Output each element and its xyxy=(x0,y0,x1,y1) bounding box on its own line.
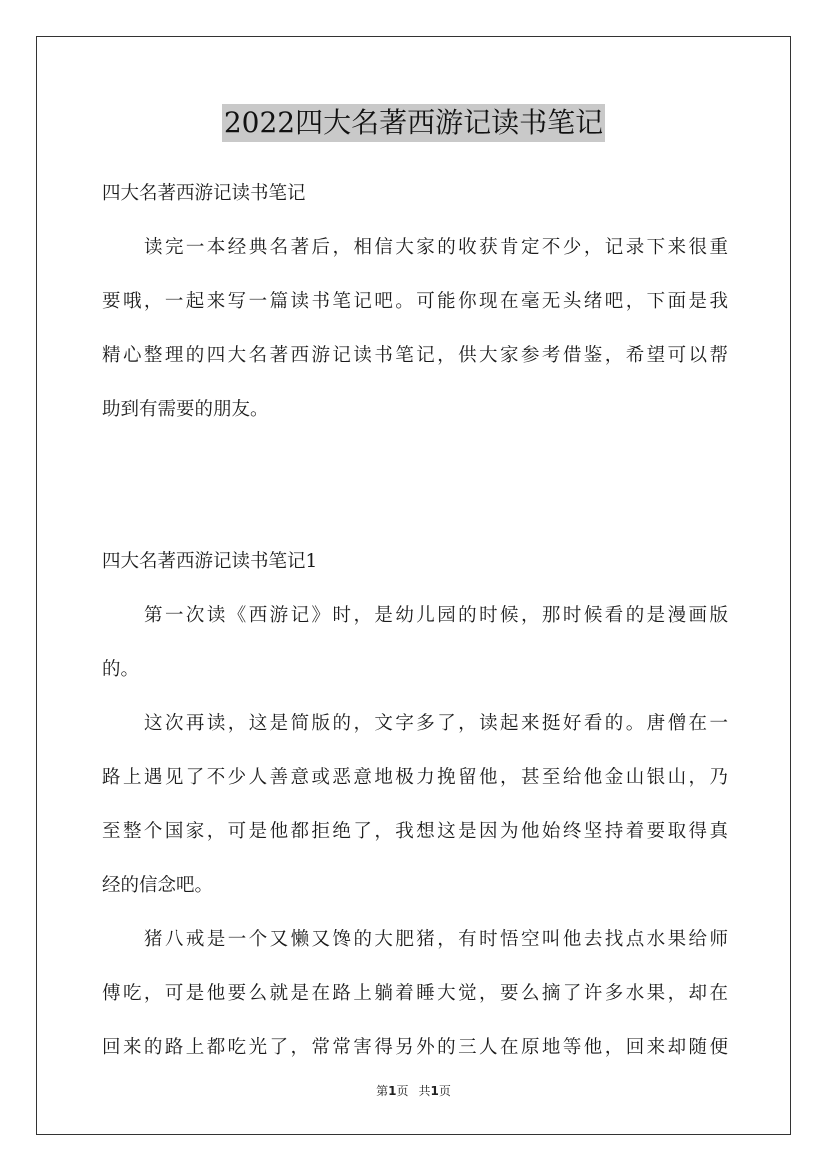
paragraph-line: 至整个国家，可是他都拒绝了，我想这是因为他始终坚持着要取得真 xyxy=(102,821,728,842)
paragraph-line: 猪八戒是一个又懒又馋的大肥猪，有时悟空叫他去找点水果给师 xyxy=(144,929,728,950)
paragraph-line: 回来的路上都吃光了，常常害得另外的三人在原地等他，回来却随便 xyxy=(102,1037,728,1058)
paragraph-2 xyxy=(102,706,728,904)
paragraph-line: 这次再读，这是简版的，文字多了，读起来挺好看的。唐僧在一 xyxy=(144,713,728,734)
paragraph-line: 傅吃，可是他要么就是在路上躺着睡大觉，要么摘了许多水果，却在 xyxy=(102,983,728,1004)
subtitle: 四大名著西游记读书笔记 xyxy=(102,183,306,204)
paragraph-line: 精心整理的四大名著西游记读书笔记，供大家参考借鉴，希望可以帮 xyxy=(102,345,728,366)
page-prefix: 第 xyxy=(376,1084,389,1098)
paragraph-3 xyxy=(102,922,728,1066)
section-heading: 四大名著西游记读书笔记1 xyxy=(102,551,318,572)
document-title: 2022四大名著西游记读书笔记 xyxy=(222,104,605,142)
paragraph-line: 的。 xyxy=(102,659,140,680)
page-number: 1 xyxy=(388,1084,397,1098)
title-container xyxy=(0,104,827,142)
total-prefix: 共 xyxy=(418,1084,431,1098)
paragraph-1 xyxy=(102,598,728,688)
total-pages: 1 xyxy=(430,1084,439,1098)
paragraph-line: 经的信念吧。 xyxy=(102,875,214,896)
page-suffix: 页 xyxy=(396,1084,409,1098)
intro-paragraph xyxy=(102,230,728,428)
document-body xyxy=(102,176,728,1066)
total-suffix: 页 xyxy=(438,1084,451,1098)
paragraph-line: 第一次读《西游记》时，是幼儿园的时候，那时候看的是漫画版 xyxy=(144,605,728,626)
paragraph-line: 读完一本经典名著后，相信大家的收获肯定不少，记录下来很重 xyxy=(144,237,728,258)
paragraph-line: 助到有需要的朋友。 xyxy=(102,399,269,420)
paragraph-line: 路上遇见了不少人善意或恶意地极力挽留他，甚至给他金山银山，乃 xyxy=(102,767,728,788)
paragraph-line: 要哦，一起来写一篇读书笔记吧。可能你现在毫无头绪吧，下面是我 xyxy=(102,291,728,312)
page-footer xyxy=(0,1082,827,1099)
